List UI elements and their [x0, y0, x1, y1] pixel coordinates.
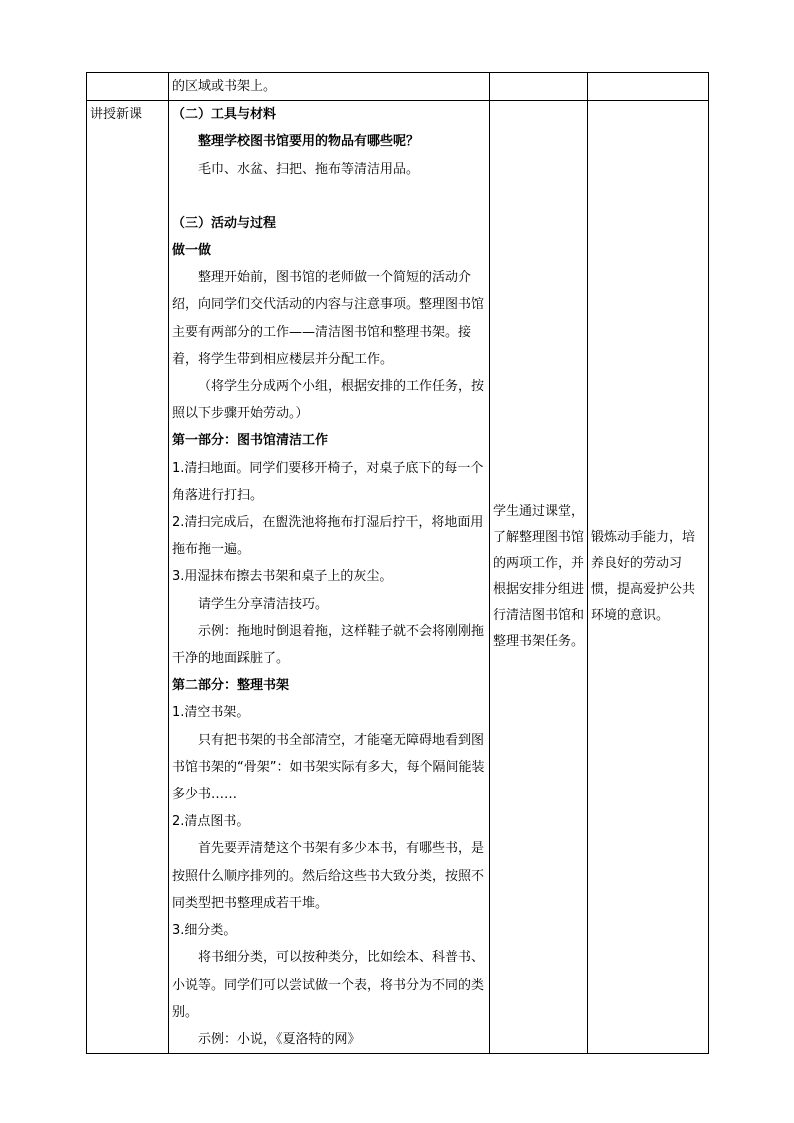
design-intent-cell — [588, 101, 709, 1054]
lesson-plan-table — [86, 72, 709, 1054]
content-paragraph: （将学生分成两个小组，根据安排的工作任务，按照以下步骤开始劳动。） — [172, 379, 485, 422]
section-label: 讲授新课 — [90, 107, 143, 123]
content-paragraph: 首先要弄清楚这个书架有多少本书，有哪些书，是按照什么顺序排列的。然后给这些书大致分类，按照不同类型把书整理成若干堆。 — [172, 841, 485, 911]
student-activity-cell — [490, 101, 588, 1054]
design-intent-text: 锻炼动手能力，培养良好的劳动习惯，提高爱护公共环境的意识。 — [591, 530, 696, 624]
content-paragraph: 毛巾、水盆、扫把、拖布等清洁用品。 — [198, 161, 420, 177]
content-paragraph: 整理开始前，图书馆的老师做一个简短的活动介绍，向同学们交代活动的内容与注意事项。整理图书馆主要有两部分的工作——清洁图书馆和整理书架。接着，将学生带到相应楼层并分配工作。 — [172, 270, 485, 367]
content-paragraph: 第一部分：图书馆清洁工作 — [172, 433, 329, 449]
cell-empty-intent — [588, 73, 709, 101]
content-paragraph: 1.清扫地面。同学们要移开椅子，对桌子底下的每一个角落进行打扫。 — [172, 460, 484, 503]
content-paragraph: （三）活动与过程 — [172, 215, 277, 231]
content-paragraph: 2.清扫完成后，在盥洗池将拖布打湿后拧干，将地面用拖布拖一遍。 — [172, 515, 484, 558]
content-paragraph: 3.用湿抹布擦去书架和桌子上的灰尘。 — [172, 569, 393, 585]
content-paragraph: 1.清空书架。 — [172, 705, 250, 721]
content-paragraph: 做一做 — [172, 243, 212, 259]
content-paragraph: （二）工具与材料 — [172, 107, 277, 123]
content-paragraph: 将书细分类，可以按种类分，比如绘本、科普书、小说等。同学们可以尝试做一个表，将书分为不同的类别。 — [172, 950, 485, 1020]
content-paragraph: 3.细分类。 — [172, 923, 237, 939]
cell-empty-student — [490, 73, 588, 101]
student-activity-text: 学生通过课堂，了解整理图书馆的两项工作，并根据安排分组进行清洁图书馆和整理书架任务。 — [493, 504, 585, 650]
content-paragraph: 整理学校图书馆要用的物品有哪些呢？ — [198, 134, 420, 150]
teaching-content — [172, 101, 486, 1053]
content-line: 的区域或书架上。 — [172, 79, 277, 94]
cell-continued-content — [169, 73, 490, 101]
table-row-teaching — [87, 101, 709, 1054]
table-row-continued — [87, 73, 709, 101]
content-paragraph: 请学生分享清洁技巧。 — [198, 596, 329, 612]
content-paragraph: 示例：小说，《夏洛特的网》 — [198, 1031, 361, 1047]
content-paragraph: 只有把书架的书全部清空，才能毫无障碍地看到图书馆书架的“骨架”：如书架实际有多大，每个隔间能装多少书…… — [172, 732, 485, 803]
content-paragraph: 第二部分：整理书架 — [172, 678, 290, 694]
content-paragraph: 示例：拖地时倒退着拖，这样鞋子就不会将刚刚拖干净的地面踩脏了。 — [172, 623, 485, 667]
cell-empty-label — [87, 73, 169, 101]
teaching-content-cell — [169, 101, 490, 1054]
section-label-cell — [87, 101, 169, 1054]
content-paragraph — [172, 183, 486, 210]
content-paragraph: 2.清点图书。 — [172, 814, 250, 830]
